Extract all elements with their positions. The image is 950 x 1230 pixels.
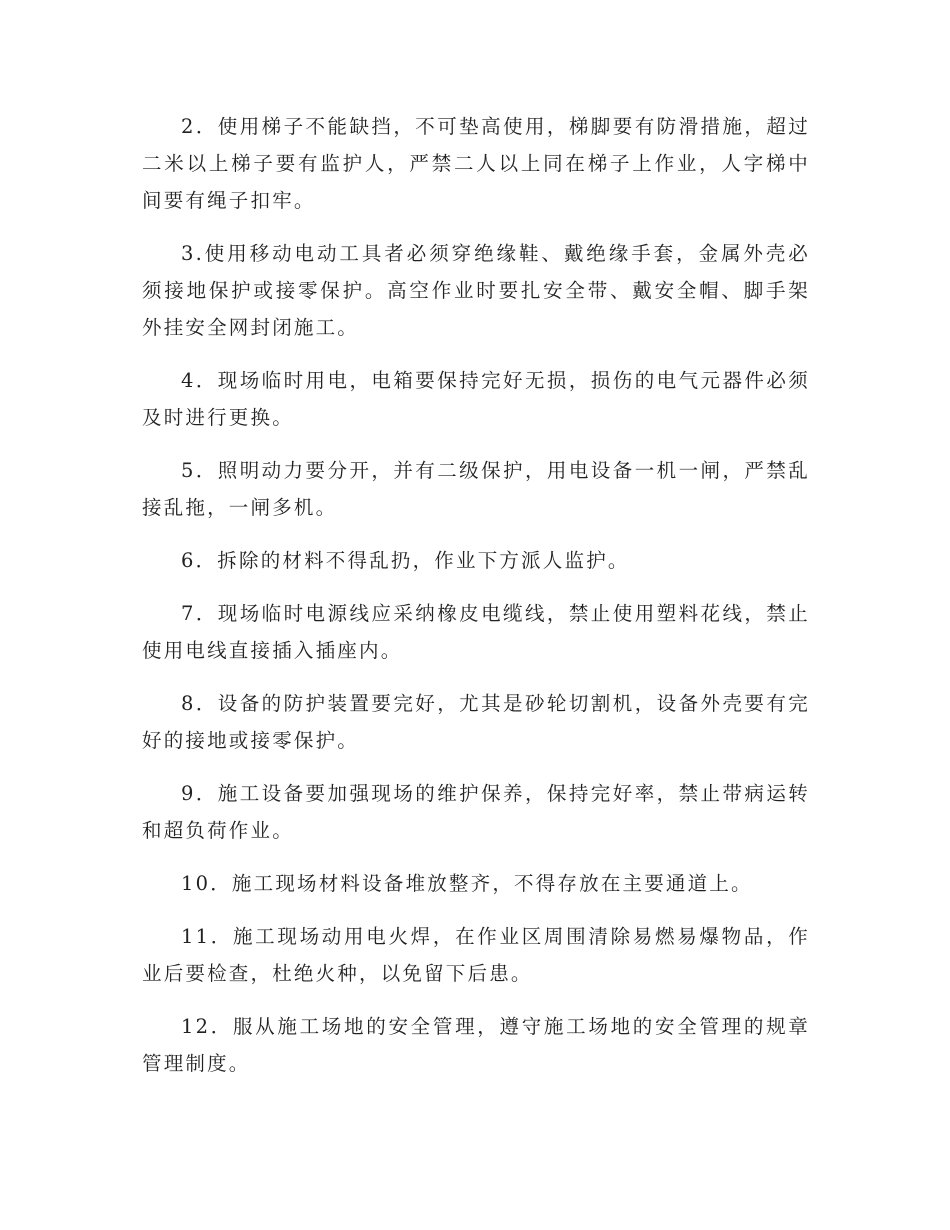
paragraph-item-9: 9．施工设备要加强现场的维护保养，保持完好率，禁止带病运转和超负荷作业。	[142, 782, 810, 842]
paragraph-item-8: 8．设备的防护装置要完好，尤其是砂轮切割机，设备外壳要有完好的接地或接零保护。	[142, 692, 810, 752]
document-body	[142, 108, 810, 1098]
paragraph-item-10: 10．施工现场材料设备堆放整齐，不得存放在主要通道上。	[181, 872, 753, 895]
paragraph-item-7: 7．现场临时电源线应采纳橡皮电缆线，禁止使用塑料花线，禁止使用电线直接插入插座内。	[142, 602, 810, 662]
paragraph-item-12: 12．服从施工场地的安全管理，遵守施工场地的安全管理的规章管理制度。	[142, 1015, 810, 1075]
paragraph-item-2: 2．使用梯子不能缺挡，不可垫高使用，梯脚要有防滑措施，超过二米以上梯子要有监护人，严禁二人以上同在梯子上作业，人字梯中间要有绳子扣牢。	[142, 115, 810, 212]
paragraph-item-6: 6．拆除的材料不得乱扔，作业下方派人监护。	[181, 549, 630, 572]
paragraph-item-5: 5．照明动力要分开，并有二级保护，用电设备一机一闸，严禁乱接乱拖，一闸多机。	[142, 459, 810, 519]
paragraph-item-11: 11．施工现场动用电火焊，在作业区周围清除易燃易爆物品，作业后要检查，杜绝火种，以免留下后患。	[142, 925, 810, 985]
paragraph-item-3: 3.使用移动电动工具者必须穿绝缘鞋、戴绝缘手套，金属外壳必须接地保护或接零保护。高空作业时要扎安全带、戴安全帽、脚手架外挂安全网封闭施工。	[142, 242, 810, 339]
paragraph-item-4: 4．现场临时用电，电箱要保持完好无损，损伤的电气元器件必须及时进行更换。	[142, 369, 810, 429]
